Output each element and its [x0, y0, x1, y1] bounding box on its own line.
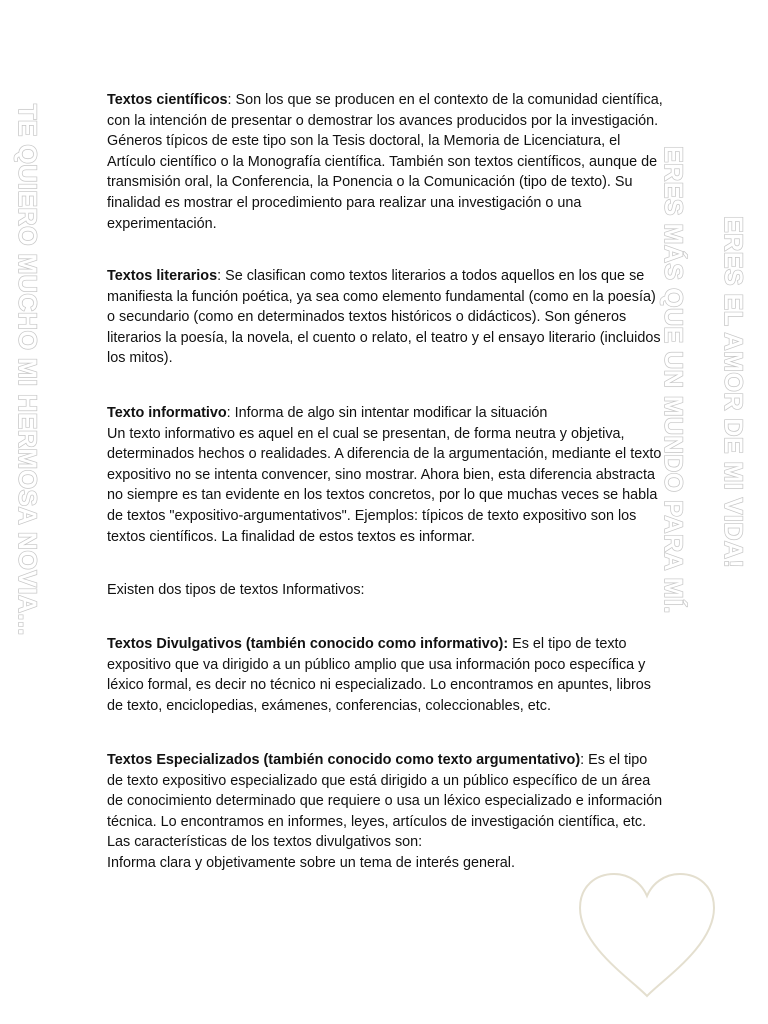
section-body: : Es el tipo de texto expositivo especializado que está dirigido a un público específico de un área de conocimiento determinado que requiere o usa un léxico especializado e información técnica. Lo encontramos en informes, leyes, artículos de investigación científica, etc.	[107, 752, 663, 830]
vertical-message-right: ERES EL AMOR DE MI VIDA!	[719, 216, 747, 569]
vertical-message-left: TE QUIERO MUCHO MI HERMOSA NOVIA...	[13, 104, 41, 636]
section-heading-line	[107, 403, 667, 424]
section-textos-cientificos	[107, 90, 667, 234]
section-tipos-informativos: Existen dos tipos de textos Informativos:	[107, 582, 365, 598]
vertical-message-middle: ERES MÁS QUE UN MUNDO PARA MÍ.	[659, 146, 687, 614]
section-title: Texto informativo	[107, 405, 227, 421]
section-title: Textos Especializados (también conocido como texto argumentativo)	[107, 752, 581, 768]
heart-outline-path	[580, 874, 714, 996]
section-line: Las características de los textos divulgativos son:	[107, 834, 423, 851]
section-body: Es el tipo de texto expositivo que va dirigido a un público amplio que usa información poco específica y léxico formal, es decir no técnico ni especializado. Lo encontramos en apuntes, libros de texto, enciclopedias, exámenes, conferencias, coleccionables, etc.	[107, 636, 651, 714]
heart-outline-icon	[574, 868, 720, 1000]
section-title: Textos Divulgativos (también conocido como informativo):	[107, 636, 509, 652]
section-body: : Se clasifican como textos literarios a todos aquellos en los que se manifiesta la función poética, ya sea como elemento fundamental (como en la poesía) o secundario (como en determinados textos históricos o didácticos). Son géneros literarios la poesía, la novela, el cuento o relato, el teatro y el ensayo literario (incluidos los mitos).	[107, 268, 661, 367]
section-heading-line	[107, 750, 667, 832]
section-textos-divulgativos	[107, 634, 667, 716]
section-body: : Informa de algo sin intentar modificar la situación	[226, 405, 548, 421]
section-textos-literarios	[107, 266, 667, 369]
section-line: Informa clara y objetivamente sobre un tema de interés general.	[107, 854, 515, 871]
section-texto-informativo	[107, 403, 667, 547]
section-title: Textos literarios	[107, 268, 218, 284]
section-title: Textos científicos	[107, 92, 228, 108]
section-paragraph: Un texto informativo es aquel en el cual se presentan, de forma neutra y objetiva, determinados hechos o realidades. A diferencia de la argumentación, mediante el texto expositivo no se intenta convencer, sino mostrar. Ahora bien, esta diferencia abstracta no siempre es tan evidente en los textos concretos, por lo que muchas veces se habla de textos "expositivo-argumentativos". Ejemplos: típicos de texto expositivo son los textos científicos. La finalidad de estos textos es informar.	[107, 425, 662, 545]
section-body: : Son los que se producen en el contexto de la comunidad científica, con la intención de presentar o demostrar los avances producidos por la investigación. Géneros típicos de este tipo son la Tesis doctoral, la Memoria de Licenciatura, el Artículo científico o la Monografía científica. También son textos científicos, aunque de transmisión oral, la Conferencia, la Ponencia o la Comunicación (tipo de texto). Su finalidad es mostrar el procedimiento para realizar una investigación o una experimentación.	[107, 92, 663, 232]
section-textos-especializados	[107, 750, 667, 874]
